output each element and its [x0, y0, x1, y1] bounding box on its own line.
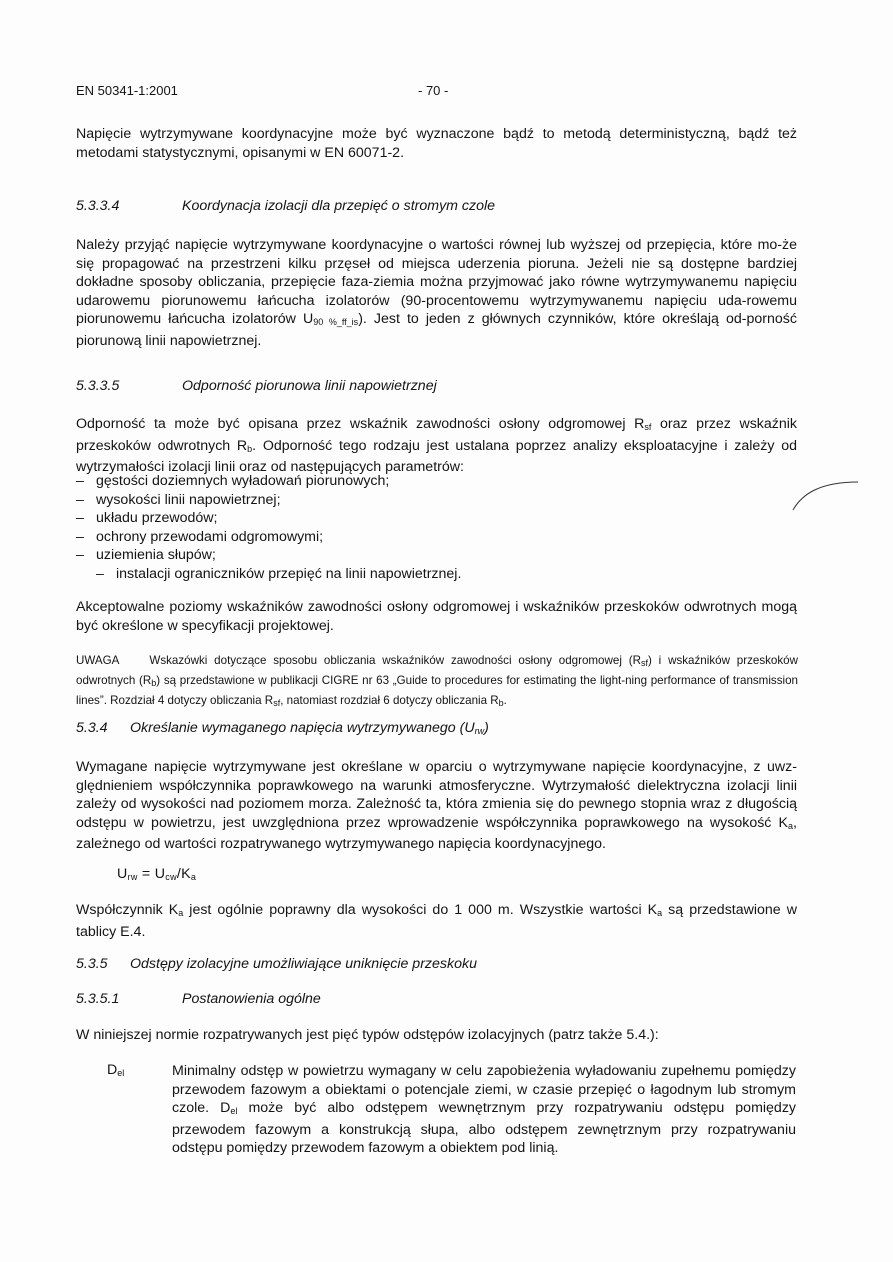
- section-number: 5.3.3.4: [76, 198, 120, 214]
- section-title: Postanowienia ogólne: [182, 991, 321, 1007]
- formula: $U_{rw} = U_{cw}/K_a$: [117, 866, 197, 882]
- note-label: UWAGA: [76, 654, 120, 667]
- section-number: 5.3.5: [76, 956, 108, 972]
- section-body: Współczynnik $K_a$ jest ogólnie poprawny dla wysokości do 1 000 m. Wszystkie wartości $K_a$ są przedstawione w tablicy E.4.: [76, 902, 797, 940]
- section-number: 5.3.4: [76, 720, 108, 736]
- sub-list-item: – instalacji ograniczników przepięć na linii napowietrznej.: [96, 565, 462, 582]
- list-item: – gęstości doziemnych wyładowań piorunowych;: [76, 473, 390, 489]
- closing-paragraph: Akceptowalne poziomy wskaźników zawodności osłony odgromowej i wskaźników przeskoków odwrotnych mogą być określone w specyfikacji projektowej.: [76, 599, 797, 634]
- section-body: W niniejszej normie rozpatrywanych jest pięć typów odstępów izolacyjnych (patrz także 5.4.):: [76, 1027, 659, 1043]
- pen-mark-icon: [790, 470, 860, 515]
- document-id: EN 50341-1:2001: [76, 83, 178, 98]
- section-title: Odstępy izolacyjne umożliwiające uniknięcie przeskoku: [130, 956, 477, 972]
- section-body: Wymagane napięcie wytrzymywane jest określane w oparciu o wytrzymywane napięcie koordynacyjne, z uwz-ględnieniem współczynnika poprawkowego na warunki atmosferyczne. Wytrzymałość dielektryczna izolacji linii zależy od wysokości nad poziomem morza. Zależność ta, która zmienia się do pewnego stopnia wraz z długością odstępu w powietrzu, jest uwzględniona przez wprowadzenie współczynnika poprawkowego na wysokość $K_a$, zależnego od wartości rozpatrywanego wytrzymywanego napięcia koordynacyjnego.: [76, 759, 797, 852]
- section-body: Należy przyjąć napięcie wytrzymywane koordynacyjne o wartości równej lub wyższej od przepięcia, które mo-że się propagować na przestrzeni kilku przęseł od miejsca uderzenia pioruna. Jeżeli nie są dostępne bardziej dokładne sposoby obliczania, przepięcie faza-ziemia można przyjmować jako równe wytrzymywanemu napięciu udarowemu piorunowemu łańcucha izolatorów (90-procentowemu wytrzymywanemu napięciu uda-rowemu piorunowemu łańcucha izolatorów $U_{90 \%\_ff\_is}$). Jest to jeden z głównych czynników, które określają od-porność piorunową linii napowietrznej.: [76, 237, 797, 349]
- list-item: – uziemienia słupów;: [76, 547, 216, 564]
- definition-term: $D_{el}$: [107, 1062, 125, 1078]
- section-body: Odporność ta może być opisana przez wskaźnik zawodności osłony odgromowej $R_{sf}$ oraz przez wskaźnik przeskoków odwrotnych $R_b$. Odporność tego rodzaju jest ustalana poprzez analizy eksploatacyjne i zależy od wytrzymałości izolacji linii oraz od następujących parametrów:: [76, 416, 798, 475]
- section-title: Odporność piorunowa linii napowietrznej: [182, 378, 437, 394]
- parameter-list: [76, 472, 796, 584]
- section-title: Koordynacja izolacji dla przepięć o stromym czole: [182, 198, 496, 214]
- section-number: 5.3.5.1: [76, 991, 120, 1007]
- page-number: - 70 -: [418, 83, 449, 98]
- definition-text: Minimalny odstęp w powietrzu wymagany w celu zapobieżenia wyładowaniu zupełnemu pomiędzy przewodem fazowym a obiektami o potencjale ziemi, w czasie przepięć o łagodnym lub stromym czole. $D_{el}$ może być albo odstępem wewnętrznym przy rozpatrywaniu odstępu pomiędzy przewodem fazowym a konstrukcją słupa, albo odstępem zewnętrznym przy rozpatrywaniu odstępu pomiędzy przewodem fazowym a obiektem pod linią.: [172, 1063, 797, 1157]
- note: UWAGA Wskazówki dotyczące sposobu obliczania wskaźników zawodności osłony odgromowej $(R_{sf})$ i wskaźników przeskoków odwrotnych $(R_b)$ są przedstawione w publikacji CIGRE nr 63 „Guide to procedures for estimating the light-ning performance of transmission lines”. Rozdział 4 dotyczy obliczania $R_{sf}$, natomiast rozdział 6 dotyczy obliczania $R_b$.: [76, 654, 798, 708]
- intro-paragraph: Napięcie wytrzymywane koordynacyjne może być wyznaczone bądź to metodą deterministyczną, bądź też metodami statystycznymi, opisanymi w EN 60071-2.: [76, 126, 797, 161]
- list-item: – wysokości linii napowietrznej;: [76, 491, 281, 508]
- section-title: Określanie wymaganego napięcia wytrzymywanego $(U_{rw})$: [130, 720, 489, 736]
- list-item: – układu przewodów;: [76, 510, 218, 527]
- section-number: 5.3.3.5: [76, 378, 120, 394]
- list-item: – ochrony przewodami odgromowymi;: [76, 528, 324, 545]
